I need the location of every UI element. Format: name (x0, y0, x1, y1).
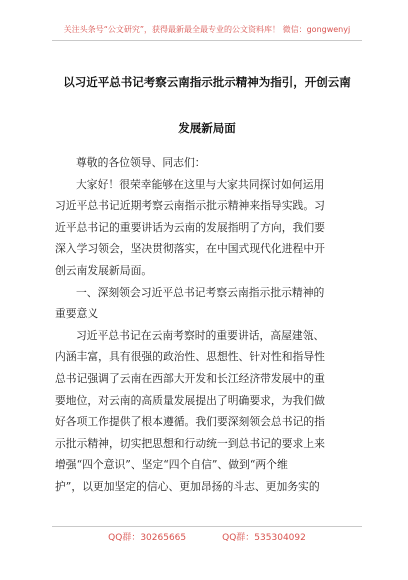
body-text-line: 深入学习领会，坚决贯彻落实，在中国式现代化进程中开 (55, 242, 325, 256)
header-divider (52, 40, 362, 41)
body-text-line: 一、深刻领会习近平总书记考察云南指示批示精神的 (76, 285, 325, 299)
footer-qq-group-2: QQ群：535304092 (222, 533, 306, 543)
body-text-line: 尊敬的各位领导、同志们： (76, 156, 206, 169)
body-text-line: 护”，以更加坚定的信心、更加昂扬的斗志、更加务实的 (55, 479, 320, 493)
body-text-line: 增强“四个意识”、坚定“四个自信”、做到“两个维 (55, 458, 288, 472)
body-text-line: 大家好！很荣幸能够在这里与大家共同探讨如何运用 (76, 177, 325, 191)
body-text-line: 习近平总书记近期考察云南指示批示精神来指导实践。习 (55, 199, 325, 213)
footer-qq-group-1: QQ群：30265665 (108, 533, 187, 543)
body-text-line: 好各项工作提供了根本遵循。我们要深刻领会总书记的指 (55, 415, 325, 429)
body-text-line: 近平总书记的重要讲话为云南的发展指明了方向，我们要 (55, 220, 325, 234)
body-text-line: 重要意义 (55, 307, 99, 321)
body-text-line: 内涵丰富，具有很强的政治性、思想性、针对性和指导性 (55, 350, 325, 364)
body-text-line: 示批示精神，切实把思想和行动统一到总书记的要求上来 (55, 436, 325, 450)
body-text-line: 总书记强调了云南在西部大开发和长江经济带发展中的重 (55, 371, 325, 385)
header-promo-note: 关注头条号“公文研究”，获得最新最全最专业的公文资料库！ 微信：gongwenyj (63, 25, 351, 34)
body-text-line: 创云南发展新局面。 (55, 263, 153, 277)
footer-contact (52, 532, 362, 544)
document-title-line-2: 发展新局面 (178, 121, 236, 135)
document-body (55, 152, 359, 498)
body-text-line: 习近平总书记在云南考察时的重要讲话，高屋建瓴、 (76, 328, 325, 342)
document-title-line-1: 以习近平总书记考察云南指示批示精神为指引，开创云南 (63, 75, 351, 89)
footer-divider (52, 526, 362, 527)
body-text-line: 要地位，对云南的高质量发展提出了明确要求，为我们做 (55, 393, 325, 407)
